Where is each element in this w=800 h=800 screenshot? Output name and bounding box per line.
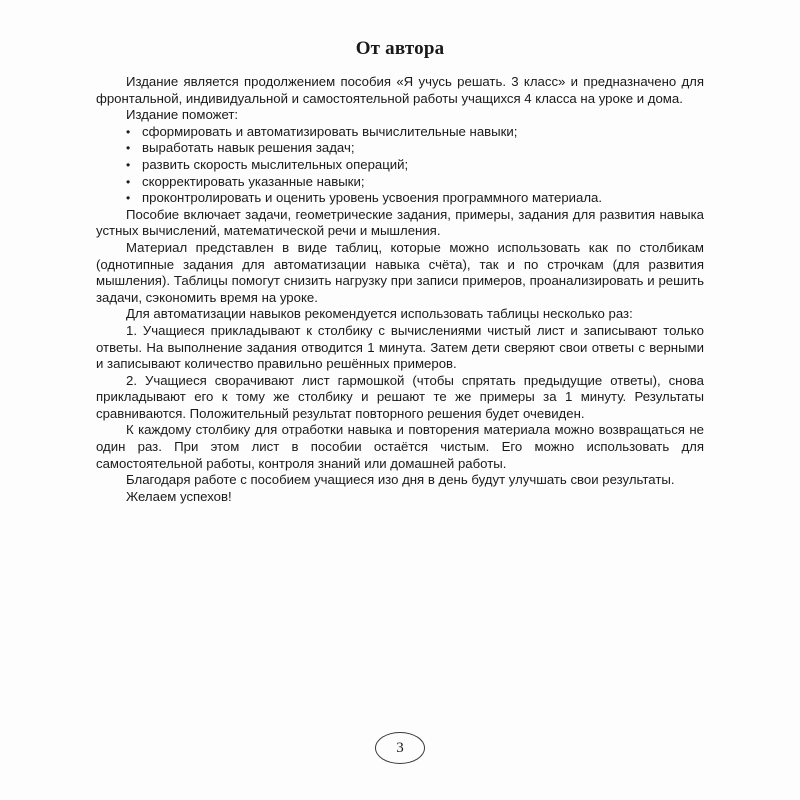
paragraph-intro: Издание является продолжением пособия «Я учусь решать. 3 класс» и предназначено для фронтальной, индивидуальной и самостоятельной работы учащихся 4 класса на уроке и дома. [96,74,704,106]
paragraph-step-1: 1. Учащиеся прикладывают к столбику с вычислениями чистый лист и записывают только ответы. На выполнение задания отводится 1 минута. Затем дети сверяют свои ответы с верными и записывают количество правильно решённых примеров. [96,322,704,372]
list-item-label: сформировать и автоматизировать вычислительные навыки; [142,123,518,139]
paragraph-material: Материал представлен в виде таблиц, которые можно использовать как по столбикам (однотипные задания для автоматизации навыка счёта), так и по строчкам (для развития мышления). Таблицы помогут снизить нагрузку при записи примеров, проанализировать и решить задачи, сэкономить время на уроке. [96,239,704,305]
bullet-icon: • [126,191,131,206]
benefits-list [96,124,704,207]
paragraph-closing: Желаем успехов! [126,488,232,504]
list-item [96,140,704,157]
list-item [96,124,704,141]
document-body [96,74,704,505]
bullet-icon: • [126,157,131,172]
paragraph-helps-lead: Издание поможет: [126,107,239,123]
page-number-container [0,732,800,764]
bullet-icon: • [126,141,131,156]
list-item [96,174,704,191]
list-item-label: проконтролировать и оценить уровень усвоения программного материала. [142,190,603,206]
paragraph-repeat: К каждому столбику для отработки навыка и повторения материала можно возвращаться не один раз. При этом лист в пособии остаётся чистым. Его можно использовать для самостоятельной работы, контроля знаний или домашней работы. [96,422,704,471]
paragraph-contents: Пособие включает задачи, геометрические задания, примеры, задания для развития навыка устных вычислений, математической речи и мышления. [96,206,704,239]
paragraph-automation: Для автоматизации навыков рекомендуется использовать таблицы несколько раз: [126,306,633,322]
bullet-icon: • [126,124,131,139]
paragraph-results: Благодаря работе с пособием учащиеся изо дня в день будут улучшать свои результаты. [126,472,675,488]
page-title: От автора [355,38,445,59]
list-item-label: выработать навык решения задач; [142,140,355,156]
paragraph-step-2: 2. Учащиеся сворачивают лист гармошкой (чтобы спрятать предыдущие ответы), снова прикладывают его к тому же столбику и решают те же примеры за 1 минуту. Результаты сравниваются. Положительный результат повторного решения будет очевиден. [96,372,704,421]
bullet-icon: • [126,174,131,189]
list-item [96,157,704,174]
list-item-label: скорректировать указанные навыки; [142,173,365,189]
list-item [96,190,704,207]
list-item-label: развить скорость мыслительных операций; [142,156,409,172]
page-number: 3 [375,732,425,764]
